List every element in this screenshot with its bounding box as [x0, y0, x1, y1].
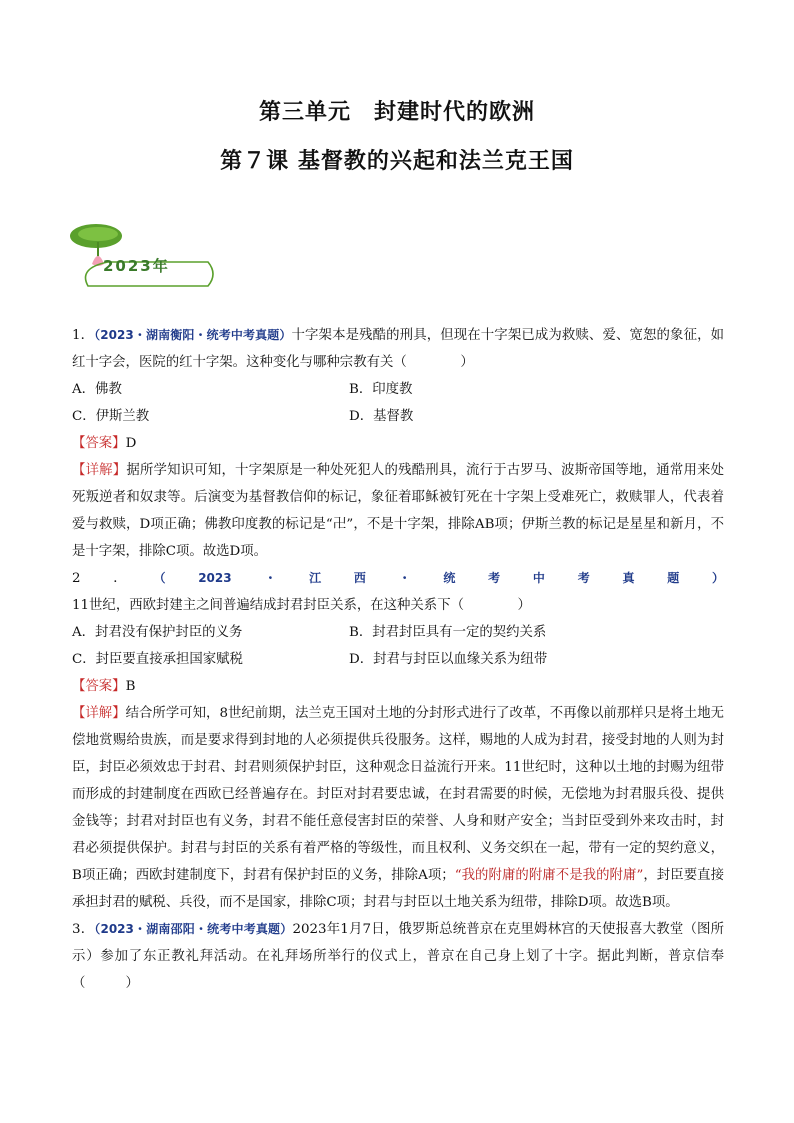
option: B．封君封臣具有一定的契约关系: [349, 625, 547, 640]
question-2-options: [72, 619, 724, 646]
question-list: [72, 322, 724, 997]
option: D．封君与封臣以血缘关系为纽带: [349, 652, 548, 667]
question-2-explanation: 【详解】结合所学可知，8世纪前期，法兰克王国对土地的分封形式进行了改革，不再像以前那样只是将土地无偿地赏赐给贵族，而是要求得到封地的人必须提供兵役服务。这样，赐地的人成为封君，接受封地的人则为封臣，封臣必须效忠于封君、封君则须保护封臣，这种观念日益流行开来。11世纪时，这种以土地的封赐为纽带而形成的封建制度在西欧已经普遍存在。封臣对封君要忠诚，在封君需要的时候，无偿地为封君服兵役、提供金钱等；封君对封臣也有义务，封君不能任意侵害封臣的荣誉、人身和财产安全；当封臣受到外来攻击时，封君必须提供保护。封君与封臣的关系有着严格的等级性，而且权利、义务交织在一起，带有一定的契约意义，B项正确；西欧封建制度下，封君有保护封臣的义务，排除A项；“我的附庸的附庸不是我的附庸”，封臣要直接承担封君的赋税、兵役，而不是国家，排除C项；封君与封臣以土地关系为纽带，排除D项。故选B项。: [72, 706, 724, 910]
option: D．基督教: [349, 409, 414, 424]
question-source: （2023・江西・统考中考真题）: [159, 571, 724, 585]
option: A．佛教: [72, 382, 122, 397]
option: A．封君没有保护封臣的义务: [72, 625, 243, 640]
option: B．印度教: [349, 382, 413, 397]
unit-title: 第三单元 封建时代的欧洲: [258, 100, 535, 125]
year-badge-label: 2023年: [103, 257, 170, 275]
question-2-answer: 【答案】B: [72, 679, 136, 694]
question-source: （2023・湖南衡阳・统考中考真题）: [94, 328, 292, 342]
question-1-stem: 1．（2023・湖南衡阳・统考中考真题）十字架本是残酷的刑具，但现在十字架已成为救赎、爱、宽恕的象征，如红十字会，医院的红十字架。这种变化与哪种宗教有关（ ）: [72, 328, 724, 370]
question-3-stem: 3．（2023・湖南邵阳・统考中考真题）2023年1月7日，俄罗斯总统普京在克里姆林宫的天使报喜大教堂（图所示）参加了东正教礼拜活动。在礼拜场所举行的仪式上，普京在自己身上划了十字。据此判断，普京信奉（ ）: [72, 922, 724, 991]
question-1-answer: 【答案】D: [72, 436, 137, 451]
option: C．伊斯兰教: [72, 409, 150, 424]
quote: “我的附庸的附庸不是我的附庸”: [454, 868, 644, 883]
option: C．封臣要直接承担国家赋税: [72, 652, 243, 667]
lesson-title: 第７课 基督教的兴起和法兰克王国: [220, 149, 574, 174]
question-1-explanation: 【详解】据所学知识可知，十字架原是一种处死犯人的残酷刑具，流行于古罗马、波斯帝国等地，通常用来处死叛逆者和奴隶等。后演变为基督教信仰的标记，象征着耶稣被钉死在十字架上受难死亡，救赎罪人，代表着爱与救赎，D项正确；佛教印度教的标记是“卍”，不是十字架，排除AB项；伊斯兰教的标记是星星和新月，不是十字架，排除C项。故选D项。: [72, 463, 725, 559]
question-source: （2023・湖南邵阳・统考中考真题）: [94, 922, 293, 936]
question-2-stem: 2．（2023・江西・统考中考真题）11世纪，西欧封建主之间普遍结成封君封臣关系，在这种关系下（ ）: [72, 571, 724, 613]
question-1-options: [72, 376, 724, 403]
